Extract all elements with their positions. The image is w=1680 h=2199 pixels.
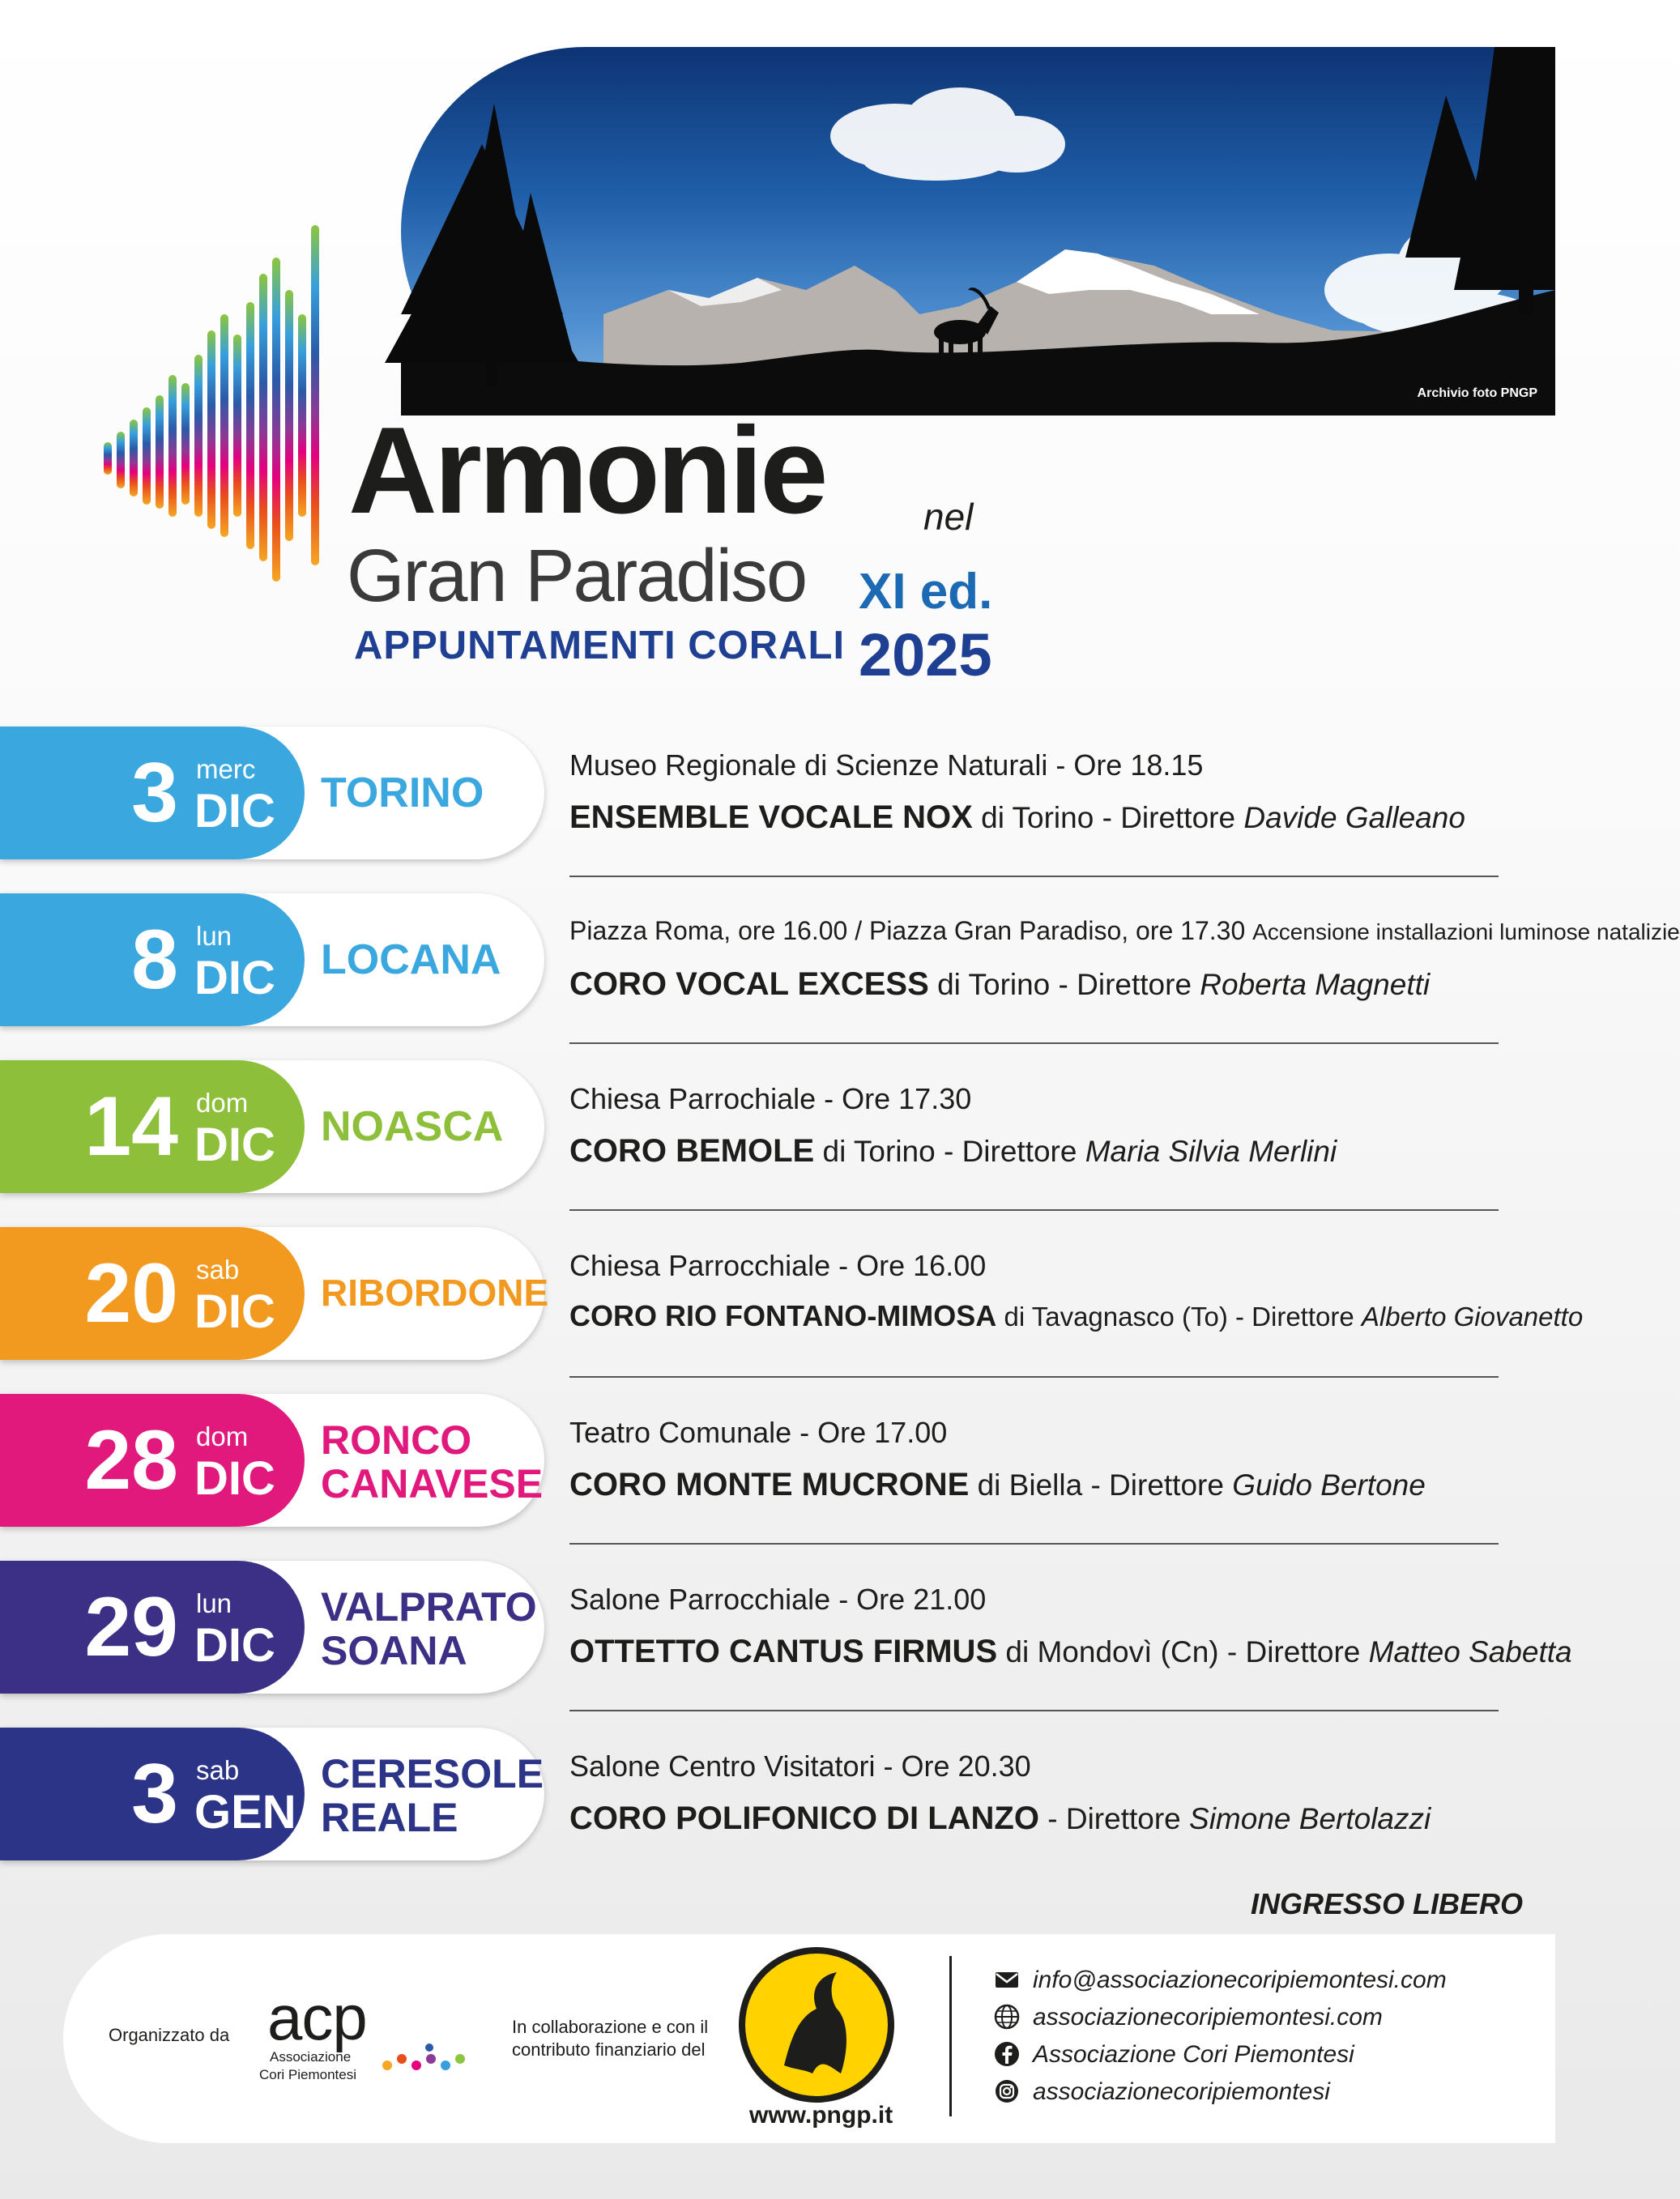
contact-facebook-link[interactable]: Associazione Cori Piemontesi <box>1033 2041 1354 2068</box>
event-month: DIC <box>194 785 275 837</box>
instagram-icon <box>993 2078 1021 2105</box>
park-logo-icon <box>736 1944 898 2106</box>
event-venue: Salone Centro Visitatori - Ore 20.30 <box>569 1749 1031 1783</box>
event-divider <box>569 876 1499 877</box>
title-gran-paradiso: Gran Paradiso <box>347 535 807 617</box>
event-month: DIC <box>194 1119 275 1171</box>
event-city: VALPRATO SOANA <box>321 1584 537 1673</box>
event-day: 20 <box>84 1247 178 1340</box>
acp-logo-word: acp <box>267 1982 367 2053</box>
event-venue: Chiesa Parrochiale - Ore 17.30 <box>569 1082 972 1115</box>
event-divider <box>569 1376 1499 1378</box>
collaboration-line1: In collaborazione e con il <box>512 2017 709 2037</box>
event-day: 14 <box>84 1080 178 1174</box>
event-weekday: lun <box>196 921 232 951</box>
event-venue: Piazza Roma, ore 16.00 / Piazza Gran Paradiso, ore 17.30 Accensione installazioni luminose natalizie <box>569 916 1680 945</box>
event-divider <box>569 1042 1499 1044</box>
globe-icon <box>993 2003 1021 2031</box>
event-venue: Chiesa Parrocchiale - Ore 16.00 <box>569 1249 987 1282</box>
event-choir: CORO BEMOLE di Torino - Direttore Maria Silvia Merlini <box>569 1133 1337 1169</box>
tagline: APPUNTAMENTI CORALI <box>354 624 846 667</box>
event-city: RIBORDONE <box>321 1272 549 1314</box>
event-day: 3 <box>131 1747 178 1841</box>
year-label: 2025 <box>859 621 992 688</box>
event-divider <box>569 1543 1499 1545</box>
event-row <box>0 727 1555 861</box>
acp-subtitle-line2: Cori Piemontesi <box>259 2067 356 2082</box>
event-month: DIC <box>194 1452 275 1505</box>
event-choir: CORO MONTE MUCRONE di Biella - Direttore Guido Bertone <box>569 1467 1426 1502</box>
event-day: 8 <box>131 913 178 1007</box>
event-month: DIC <box>194 1285 275 1338</box>
collaboration-line2: contributo finanziario del <box>512 2039 706 2060</box>
event-day: 29 <box>84 1580 178 1674</box>
event-row <box>0 893 1680 1028</box>
mountain-landscape-illustration <box>401 47 1555 416</box>
event-city: CERESOLE REALE <box>321 1751 544 1840</box>
event-venue: Salone Parrocchiale - Ore 21.00 <box>569 1583 987 1616</box>
event-month: DIC <box>194 1619 275 1672</box>
title-nel: nel <box>923 496 974 538</box>
acp-subtitle-line1: Associazione <box>270 2049 352 2065</box>
hero-photo <box>401 47 1555 416</box>
event-row <box>0 1561 1572 1695</box>
event-day: 3 <box>131 746 178 840</box>
event-city: NOASCA <box>321 1103 504 1150</box>
photo-credit: Archivio foto PNGP <box>1417 386 1537 400</box>
mail-icon <box>993 1966 1021 1993</box>
event-weekday: dom <box>196 1421 249 1451</box>
event-day: 28 <box>84 1413 178 1507</box>
facebook-icon <box>993 2040 1021 2068</box>
event-venue: Museo Regionale di Scienze Naturali - Ore 18.15 <box>569 748 1204 782</box>
footer-divider <box>949 1956 952 2116</box>
event-choir: CORO POLIFONICO DI LANZO - Direttore Simone Bertolazzi <box>569 1801 1431 1836</box>
event-choir: OTTETTO CANTUS FIRMUS di Mondovì (Cn) - Direttore Matteo Sabetta <box>569 1634 1572 1669</box>
event-weekday: sab <box>196 1255 240 1285</box>
event-month: GEN <box>194 1786 296 1839</box>
event-month: DIC <box>194 952 275 1004</box>
contact-email-link[interactable]: info@associazionecoripiemontesi.com <box>1033 1967 1447 1993</box>
sound-wave-logo-icon <box>97 225 356 606</box>
event-city: TORINO <box>321 769 484 816</box>
event-choir: CORO RIO FONTANO-MIMOSA di Tavagnasco (To) - Direttore Alberto Giovanetto <box>569 1299 1584 1332</box>
event-weekday: dom <box>196 1088 249 1118</box>
event-weekday: merc <box>196 754 256 784</box>
event-row <box>0 1728 1555 1862</box>
event-city: LOCANA <box>321 936 501 983</box>
event-row <box>0 1227 1584 1362</box>
edition-label: XI ed. <box>859 564 993 620</box>
title-armonie: Armonie <box>348 402 825 539</box>
event-weekday: sab <box>196 1755 240 1785</box>
contact-website-link[interactable]: associazionecoripiemontesi.com <box>1033 2004 1383 2031</box>
acp-dots-icon <box>381 2041 470 2073</box>
free-entry-label: INGRESSO LIBERO <box>1250 1887 1523 1920</box>
event-weekday: lun <box>196 1588 232 1618</box>
event-divider <box>569 1209 1499 1211</box>
park-url-link[interactable]: www.pngp.it <box>749 2102 893 2129</box>
event-choir: CORO VOCAL EXCESS di Torino - Direttore Roberta Magnetti <box>569 966 1431 1002</box>
organized-by-label: Organizzato da <box>109 2025 230 2045</box>
event-venue: Teatro Comunale - Ore 17.00 <box>569 1416 948 1449</box>
event-city: RONCO CANAVESE <box>321 1417 544 1506</box>
event-divider <box>569 1710 1499 1711</box>
contact-instagram-link[interactable]: associazionecoripiemontesi <box>1033 2078 1330 2105</box>
event-row <box>0 1060 1555 1195</box>
event-choir: ENSEMBLE VOCALE NOX di Torino - Direttore Davide Galleano <box>569 799 1465 835</box>
event-row <box>0 1394 1555 1528</box>
